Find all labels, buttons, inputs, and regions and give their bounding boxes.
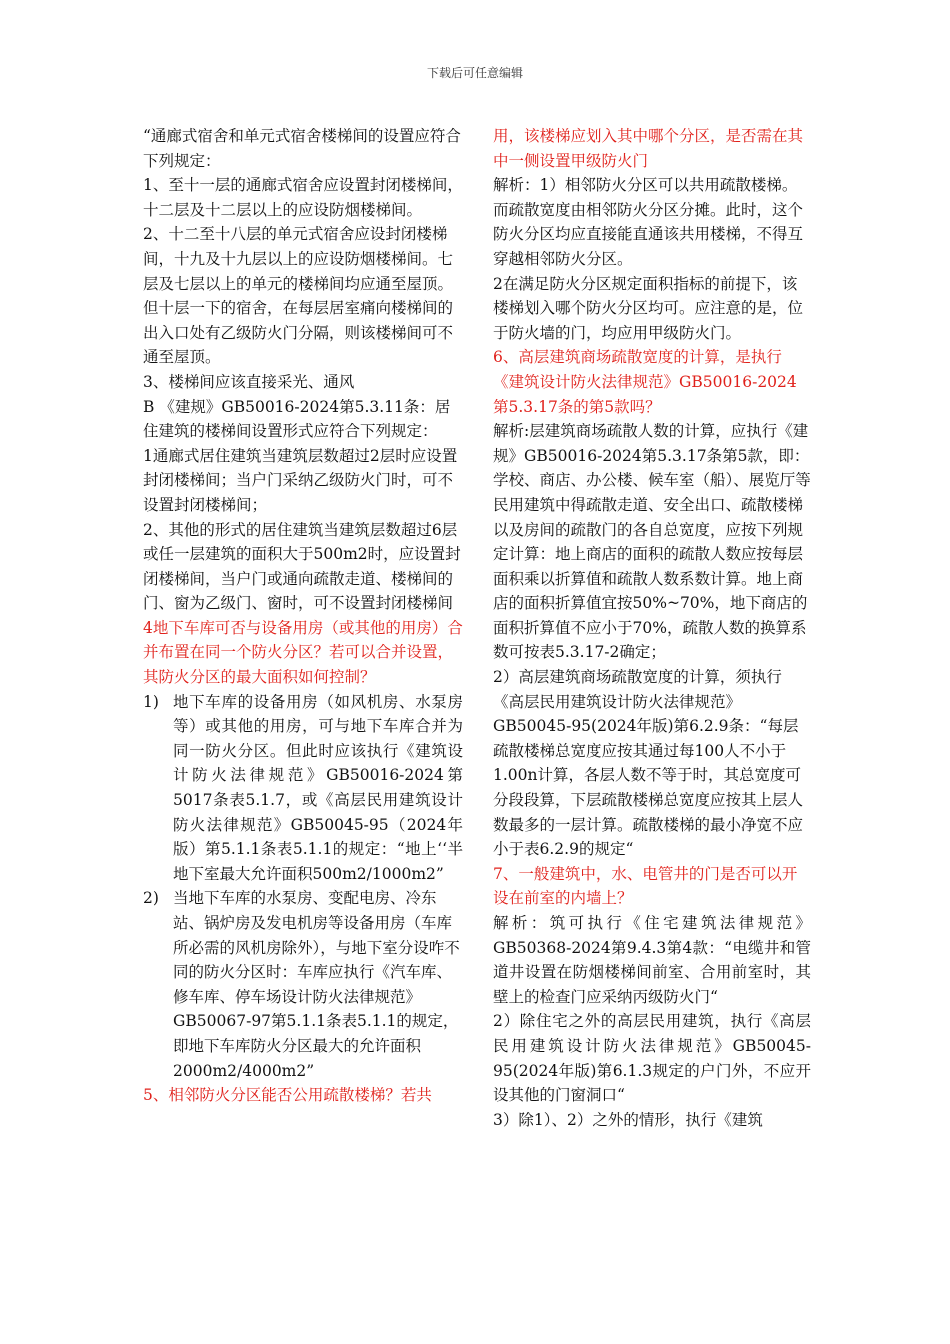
paragraph: 解析:层建筑商场疏散人数的计算，应执行《建规》GB50016-2024第5.3.17条第5款，即：学校、商店、办公楼、候车室（船）、展览厅等民用建筑中得疏散走道、安全出口、疏散楼梯以及房间的疏散门的各自总宽度，应按下列规定计算：地上商店的面积的疏散人数应按每层面积乘以折算值和疏散人数系数计算。地上商店的面积折算值宜按50%~70%，地下商店的面积折算值不应小于70%，疏散人数的换算系数可按表5.3.17-2确定； bbox=[493, 422, 811, 662]
paragraph: 2）除住宅之外的高层民用建筑，执行《高层民用建筑设计防火法律规范》GB50045-95(2024年版)第6.1.3规定的户门外，不应开设其他的门窗洞口“ bbox=[493, 1012, 811, 1105]
paragraph: 2）高层建筑商场疏散宽度的计算，须执行《高层民用建筑设计防火法律规范》GB50045-95(2024年版)第6.2.9条：“每层疏散楼梯总宽度应按其通过每100人不小于1.00n计算，各层人数不等于时，其总宽度可分段段算，下层疏散楼梯总宽度应按其上层人数最多的一层计算。疏散楼梯的最小净宽不应小于表6.2.9的规定“ bbox=[493, 668, 804, 859]
paragraph: 2在满足防火分区规定面积指标的前提下，该楼梯划入哪个防火分区均可。应注意的是，位于防火墙的门，均应用甲级防火门。 bbox=[493, 274, 804, 342]
paragraph: 1通廊式居住建筑当建筑层数超过2层时应设置封闭楼梯间；当户门采纳乙级防火门时，可不设置封闭楼梯间； bbox=[143, 446, 458, 514]
paragraph: B 《建规》GB50016-2024第5.3.11条：居住建筑的楼梯间设置形式应符合下列规定： bbox=[143, 397, 451, 441]
paragraph: “通廊式宿舍和单元式宿舍楼梯间的设置应符合下列规定： bbox=[143, 127, 461, 170]
question-4-heading: 4地下车库可否与设备用房（或其他的用房）合并布置在同一个防火分区？若可以合并设置，其防火分区的最大面积如何控制？ bbox=[143, 618, 463, 687]
left-column bbox=[143, 124, 463, 1108]
question-5-heading: 5、相邻防火分区能否公用疏散楼梯？若共 bbox=[143, 1086, 432, 1105]
list-item-text: 当地下车库的水泵房、变配电房、冷东站、锅炉房及发电机房等设备用房（车库所必需的风机房除外），与地下室分设咋不同的防火分区时：车库应执行《汽车库、修车库、停车场设计防火法律规范》GB50067-97第5.1.1条表5.1.1的规定，即地下车库防火分区最大的允许面积2000m2/4000m2” bbox=[173, 889, 460, 1080]
list-item-number: 1) bbox=[143, 692, 159, 711]
list-item-number: 2) bbox=[143, 889, 159, 908]
question-7-heading: 7、一般建筑中，水、电管井的门是否可以开设在前室的内墙上？ bbox=[493, 864, 798, 908]
list-item-text: 地下车库的设备用房（如风机房、水泵房等）或其他的用房，可与地下车库合并为同一防火分区。但此时应该执行《建筑设计防火法律规范》GB50016-2024第5017条表5.1.7，或《高层民用建筑设计防火法律规范》GB50045-95（2024年版）第5.1.1条表5.1.1的规定：“地上‘‘半地下室最大允许面积500m2/1000m2” bbox=[173, 692, 463, 883]
page-header: 下载后可任意编辑 bbox=[426, 66, 523, 80]
paragraph: 3）除1）、2）之外的情形，执行《建筑 bbox=[493, 1110, 763, 1129]
list-item bbox=[143, 690, 463, 887]
right-column bbox=[493, 124, 811, 1132]
paragraph: 2、十二至十八层的单元式宿舍应设封闭楼梯间，十九及十九层以上的应设防烟楼梯间。七层及七层以上的单元的楼梯间均应通至屋顶。但十层一下的宿舍，在每层居室痛向楼梯间的出入口处有乙级防火门分隔，则该楼梯间可不通至屋顶。 bbox=[143, 225, 454, 367]
paragraph: 解析：筑可执行《住宅建筑法律规范》GB50368-2024第9.4.3第4款：“电缆井和管道井设置在防烟楼梯间前室、合用前室时，其壁上的检查门应采纳丙级防火门“ bbox=[493, 914, 811, 1006]
question-5-heading-continued: 用，该楼梯应划入其中哪个分区，是否需在其中一侧设置甲级防火门 bbox=[493, 127, 804, 170]
paragraph: 2、其他的形式的居住建筑当建筑层数超过6层或任一层建筑的面积大于500m2时，应设置封闭楼梯间，当户门或通向疏散走道、楼梯间的门、窗为乙级门、窗时，可不设置封闭楼梯间 bbox=[143, 520, 461, 613]
paragraph: 解析：1）相邻防火分区可以共用疏散楼梯。而疏散宽度由相邻防火分区分摊。此时，这个防火分区均应直接能直通该共用楼梯，不得互穿越相邻防火分区。 bbox=[493, 176, 804, 268]
question-6-heading: 6、高层建筑商场疏散宽度的计算，是执行《建筑设计防火法律规范》GB50016-2024第5.3.17条的第5款吗？ bbox=[493, 348, 797, 416]
list-item bbox=[143, 886, 463, 1083]
paragraph: 1、至十一层的通廊式宿舍应设置封闭楼梯间，十二层及十二层以上的应设防烟楼梯间。 bbox=[143, 176, 463, 219]
paragraph: 3、楼梯间应该直接采光、通风 bbox=[143, 372, 355, 391]
